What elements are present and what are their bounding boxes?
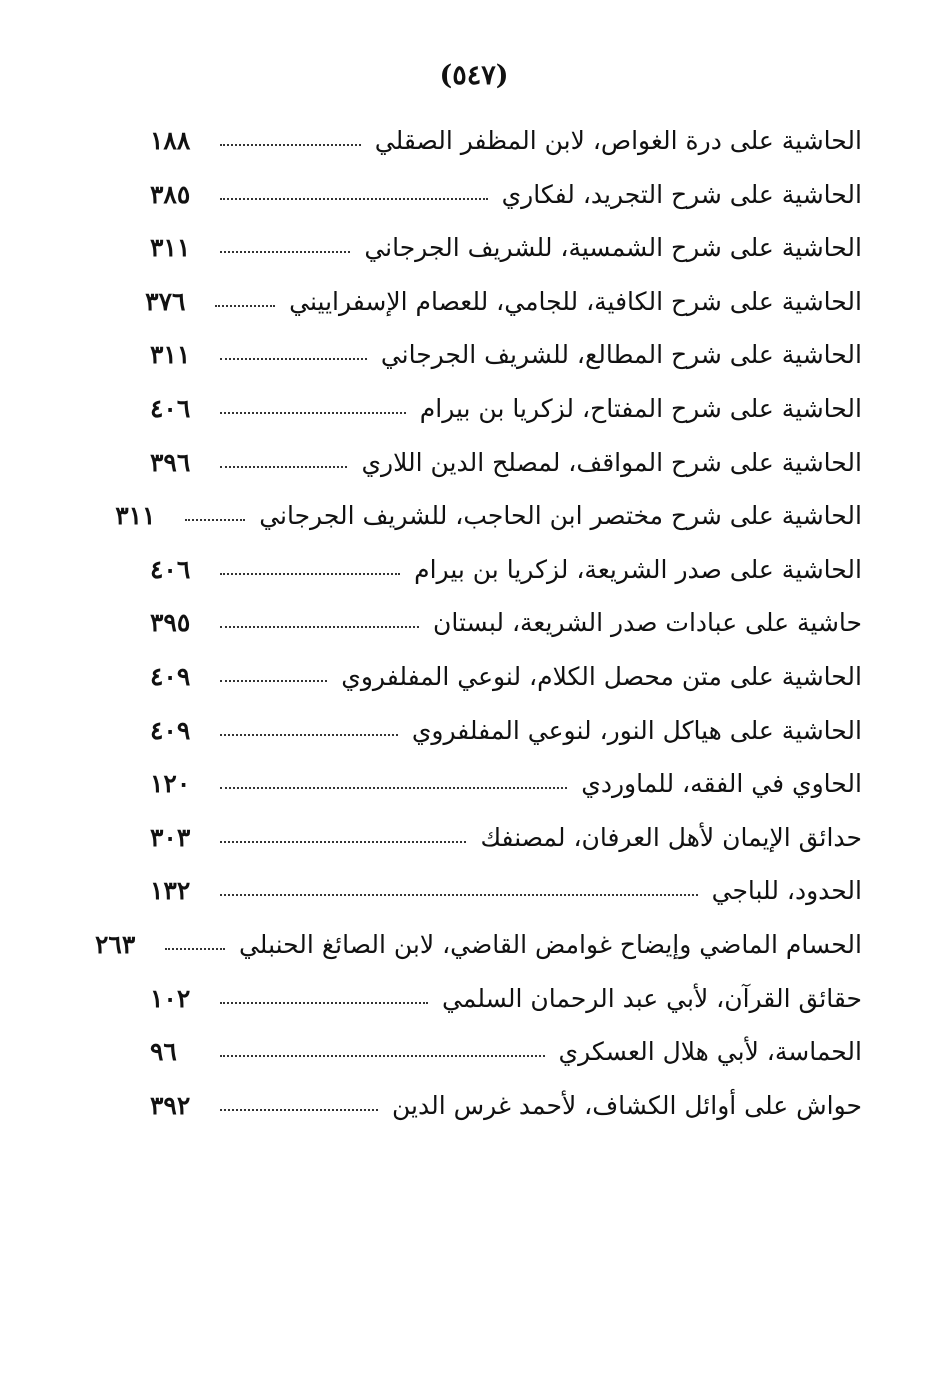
- dot-leader: [220, 144, 361, 146]
- dot-leader: [185, 519, 245, 521]
- entry-page-number: ٤٠٩: [150, 661, 191, 691]
- entry-page-number: ٢٦٣: [94, 929, 136, 959]
- index-list: [94, 126, 862, 1144]
- index-entry: [150, 823, 862, 877]
- entry-title: الحسام الماضي وإيضاح غوامض القاضي، لابن الصائغ الحنبلي: [238, 929, 862, 959]
- index-entry: [150, 233, 862, 287]
- page-number: (٥٤٧): [439, 60, 509, 91]
- entry-page-number: ٣٩٥: [150, 608, 191, 638]
- entry-page-number: ٤٠٩: [150, 715, 191, 745]
- index-entry: [115, 501, 862, 555]
- index-entry: [150, 126, 862, 180]
- index-entry: [150, 394, 862, 448]
- index-entry: [94, 929, 862, 984]
- index-entry: [150, 608, 862, 662]
- entry-page-number: ٣٧٦: [145, 286, 186, 316]
- dot-leader: [220, 787, 567, 789]
- dot-leader: [220, 573, 400, 575]
- entry-page-number: ٣١١: [150, 340, 191, 370]
- index-entry: [150, 984, 862, 1038]
- entry-title: الحاشية على شرح المواقف، لمصلح الدين اللاري: [361, 447, 862, 477]
- entry-page-number: ٤٠٦: [150, 554, 191, 584]
- index-entry: [150, 1091, 862, 1145]
- index-entry: [150, 448, 862, 502]
- dot-leader: [220, 894, 698, 896]
- entry-title: حاشية على عبادات صدر الشريعة، لبستان: [433, 608, 862, 638]
- dot-leader: [220, 841, 466, 843]
- index-entry: [150, 340, 862, 394]
- index-entry: [150, 180, 862, 234]
- index-entry: [150, 555, 862, 609]
- entry-page-number: ٤٠٦: [150, 393, 191, 423]
- dot-leader: [220, 466, 347, 468]
- entry-title: الحاوي في الفقه، للماوردي: [581, 769, 862, 799]
- entry-page-number: ٩٦: [150, 1037, 177, 1067]
- dot-leader: [220, 251, 350, 253]
- entry-page-number: ١٢٠: [150, 769, 191, 799]
- index-entry: [150, 1037, 862, 1091]
- entry-page-number: ٣٩٦: [150, 447, 191, 477]
- index-entry: [150, 769, 862, 823]
- entry-title: الحاشية على شرح التجريد، لفكاري: [501, 179, 862, 209]
- dot-leader: [220, 198, 488, 200]
- index-entry: [150, 716, 862, 770]
- entry-page-number: ١٠٢: [150, 983, 191, 1013]
- dot-leader: [215, 305, 275, 307]
- entry-title: الحاشية على درة الغواص، لابن المظفر الصقلي: [374, 126, 862, 155]
- entry-title: الحاشية على شرح الكافية، للجامي، للعصام الإسفراييني: [289, 286, 862, 316]
- entry-title: الحاشية على شرح المطالع، للشريف الجرجاني: [380, 340, 862, 370]
- entry-page-number: ١٨٨: [150, 126, 191, 155]
- dot-leader: [220, 1055, 545, 1057]
- entry-title: حواش على أوائل الكشاف، لأحمد غرس الدين: [391, 1090, 862, 1120]
- entry-title: الحاشية على شرح مختصر ابن الحاجب، للشريف الجرجاني: [259, 501, 862, 531]
- entry-title: الحدود، للباجي: [711, 876, 862, 906]
- dot-leader: [220, 358, 367, 360]
- entry-title: الحاشية على شرح المفتاح، لزكريا بن بيرام: [419, 393, 862, 423]
- dot-leader: [165, 948, 225, 950]
- entry-page-number: ٣١١: [150, 233, 191, 263]
- entry-title: الحماسة، لأبي هلال العسكري: [558, 1037, 862, 1067]
- dot-leader: [220, 412, 406, 414]
- dot-leader: [220, 626, 419, 628]
- entry-page-number: ٣٨٥: [150, 179, 191, 209]
- entry-page-number: ٣١١: [115, 501, 156, 531]
- entry-title: الحاشية على شرح الشمسية، للشريف الجرجاني: [364, 233, 862, 263]
- dot-leader: [220, 680, 327, 682]
- entry-title: حدائق الإيمان لأهل العرفان، لمصنفك: [480, 822, 862, 852]
- entry-title: الحاشية على متن محصل الكلام، لنوعي المفلفروي: [341, 661, 862, 691]
- dot-leader: [220, 1002, 428, 1004]
- entry-title: الحاشية على هياكل النور، لنوعي المفلفروي: [411, 715, 862, 745]
- entry-page-number: ١٣٢: [150, 876, 191, 906]
- entry-title: حقائق القرآن، لأبي عبد الرحمان السلمي: [442, 983, 862, 1013]
- index-entry: [150, 662, 862, 716]
- entry-page-number: ٣٠٣: [150, 822, 191, 852]
- index-entry: [145, 286, 862, 341]
- dot-leader: [220, 1109, 378, 1111]
- index-entry: [150, 876, 862, 930]
- dot-leader: [220, 734, 398, 736]
- entry-title: الحاشية على صدر الشريعة، لزكريا بن بيرام: [414, 554, 862, 584]
- entry-page-number: ٣٩٢: [150, 1090, 191, 1120]
